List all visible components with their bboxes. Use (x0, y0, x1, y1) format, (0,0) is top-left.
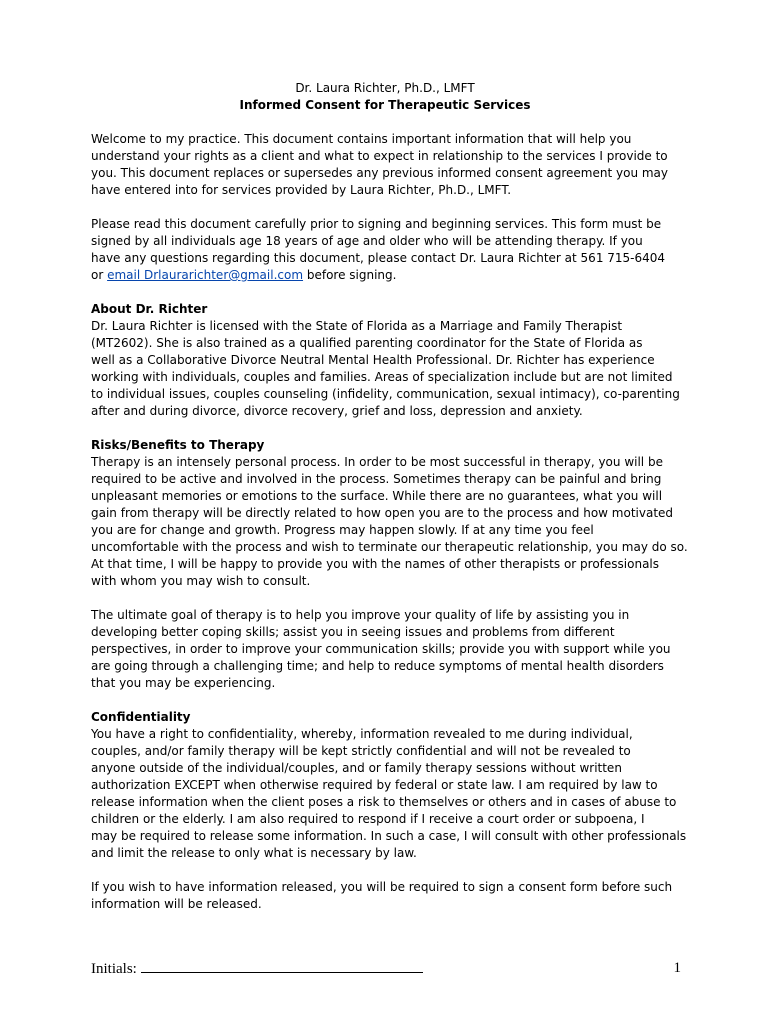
goal-paragraph: The ultimate goal of therapy is to help you improve your quality of life by assisting you in developing better coping skills; assist you in seeing issues and problems from different perspectives, in order to improve your communication skills; provide you with support while you are going through a challenging time; and help to reduce symptoms of mental health disorders that you may be experiencing. (91, 608, 671, 690)
instructions-text: Please read this document carefully prior to signing and beginning services. This form must be signed by all individuals age 18 years of age and older who will be attending therapy. If you have any questions regarding this document, please contact Dr. Laura Richter at 561 715-6404 or (91, 217, 666, 282)
email-link[interactable]: email Drlaurarichter@gmail.com (107, 268, 304, 282)
confidentiality-paragraph: You have a right to confidentiality, whereby, information revealed to me during individual, couples, and/or family therapy will be kept strictly confidential and will not be revealed to anyone outside of the individual/couples, and or family therapy sessions without written authorization EXCEPT when otherwise required by federal or state law. I am required by law to release information when the client poses a risk to themselves or others and in cases of abuse to children or the elderly. I am also required to respond if I receive a court order or subpoena, I may be required to release some information. In such a case, I will consult with other professionals and limit the release to only what is necessary by law. (91, 727, 687, 860)
page-footer (91, 958, 681, 979)
document-title: Informed Consent for Therapeutic Services (239, 98, 531, 112)
section-heading-confidentiality: Confidentiality (91, 710, 191, 724)
section-heading-risks: Risks/Benefits to Therapy (91, 438, 265, 452)
risks-paragraph: Therapy is an intensely personal process. In order to be most successful in therapy, you will be required to be active and involved in the process. Sometimes therapy can be painful and bring unpleasant memories or emotions to the surface. While there are no guarantees, what you will gain from therapy will be directly related to how open you are to the process and how motivated you are for change and growth. Progress may happen slowly. If at any time you feel uncomfortable with the process and wish to terminate our therapeutic relationship, you may do so. At that time, I will be happy to provide you with the names of other therapists or professionals with whom you may wish to consult. (91, 455, 688, 588)
initials-label: Initials: (91, 961, 137, 977)
instructions-text-end: before signing. (303, 268, 397, 282)
release-paragraph: If you wish to have information released, you will be required to sign a consent form before such information will be released. (91, 880, 673, 911)
intro-paragraph-instructions (91, 216, 691, 284)
document-body (91, 131, 691, 930)
section-heading-about: About Dr. Richter (91, 302, 208, 316)
about-paragraph: Dr. Laura Richter is licensed with the State of Florida as a Marriage and Family Therapist (MT2602). She is also trained as a qualified parenting coordinator for the State of Florida as well as a Collaborative Divorce Neutral Mental Health Professional. Dr. Richter has experience working with individuals, couples and families. Areas of specialization include but are not limited to individual issues, couples counseling (infidelity, communication, sexual intimacy), co-parenting after and during divorce, divorce recovery, grief and loss, depression and anxiety. (91, 319, 680, 418)
author-line: Dr. Laura Richter, Ph.D., LMFT (295, 81, 475, 95)
document-header (0, 80, 770, 114)
intro-paragraph-welcome: Welcome to my practice. This document contains important information that will help you understand your rights as a client and what to expect in relationship to the services I provide to you. This document replaces or supersedes any previous informed consent agreement you may have entered into for services provided by Laura Richter, Ph.D., LMFT. (91, 132, 669, 197)
page-number: 1 (673, 960, 681, 976)
initials-field[interactable] (141, 958, 423, 973)
